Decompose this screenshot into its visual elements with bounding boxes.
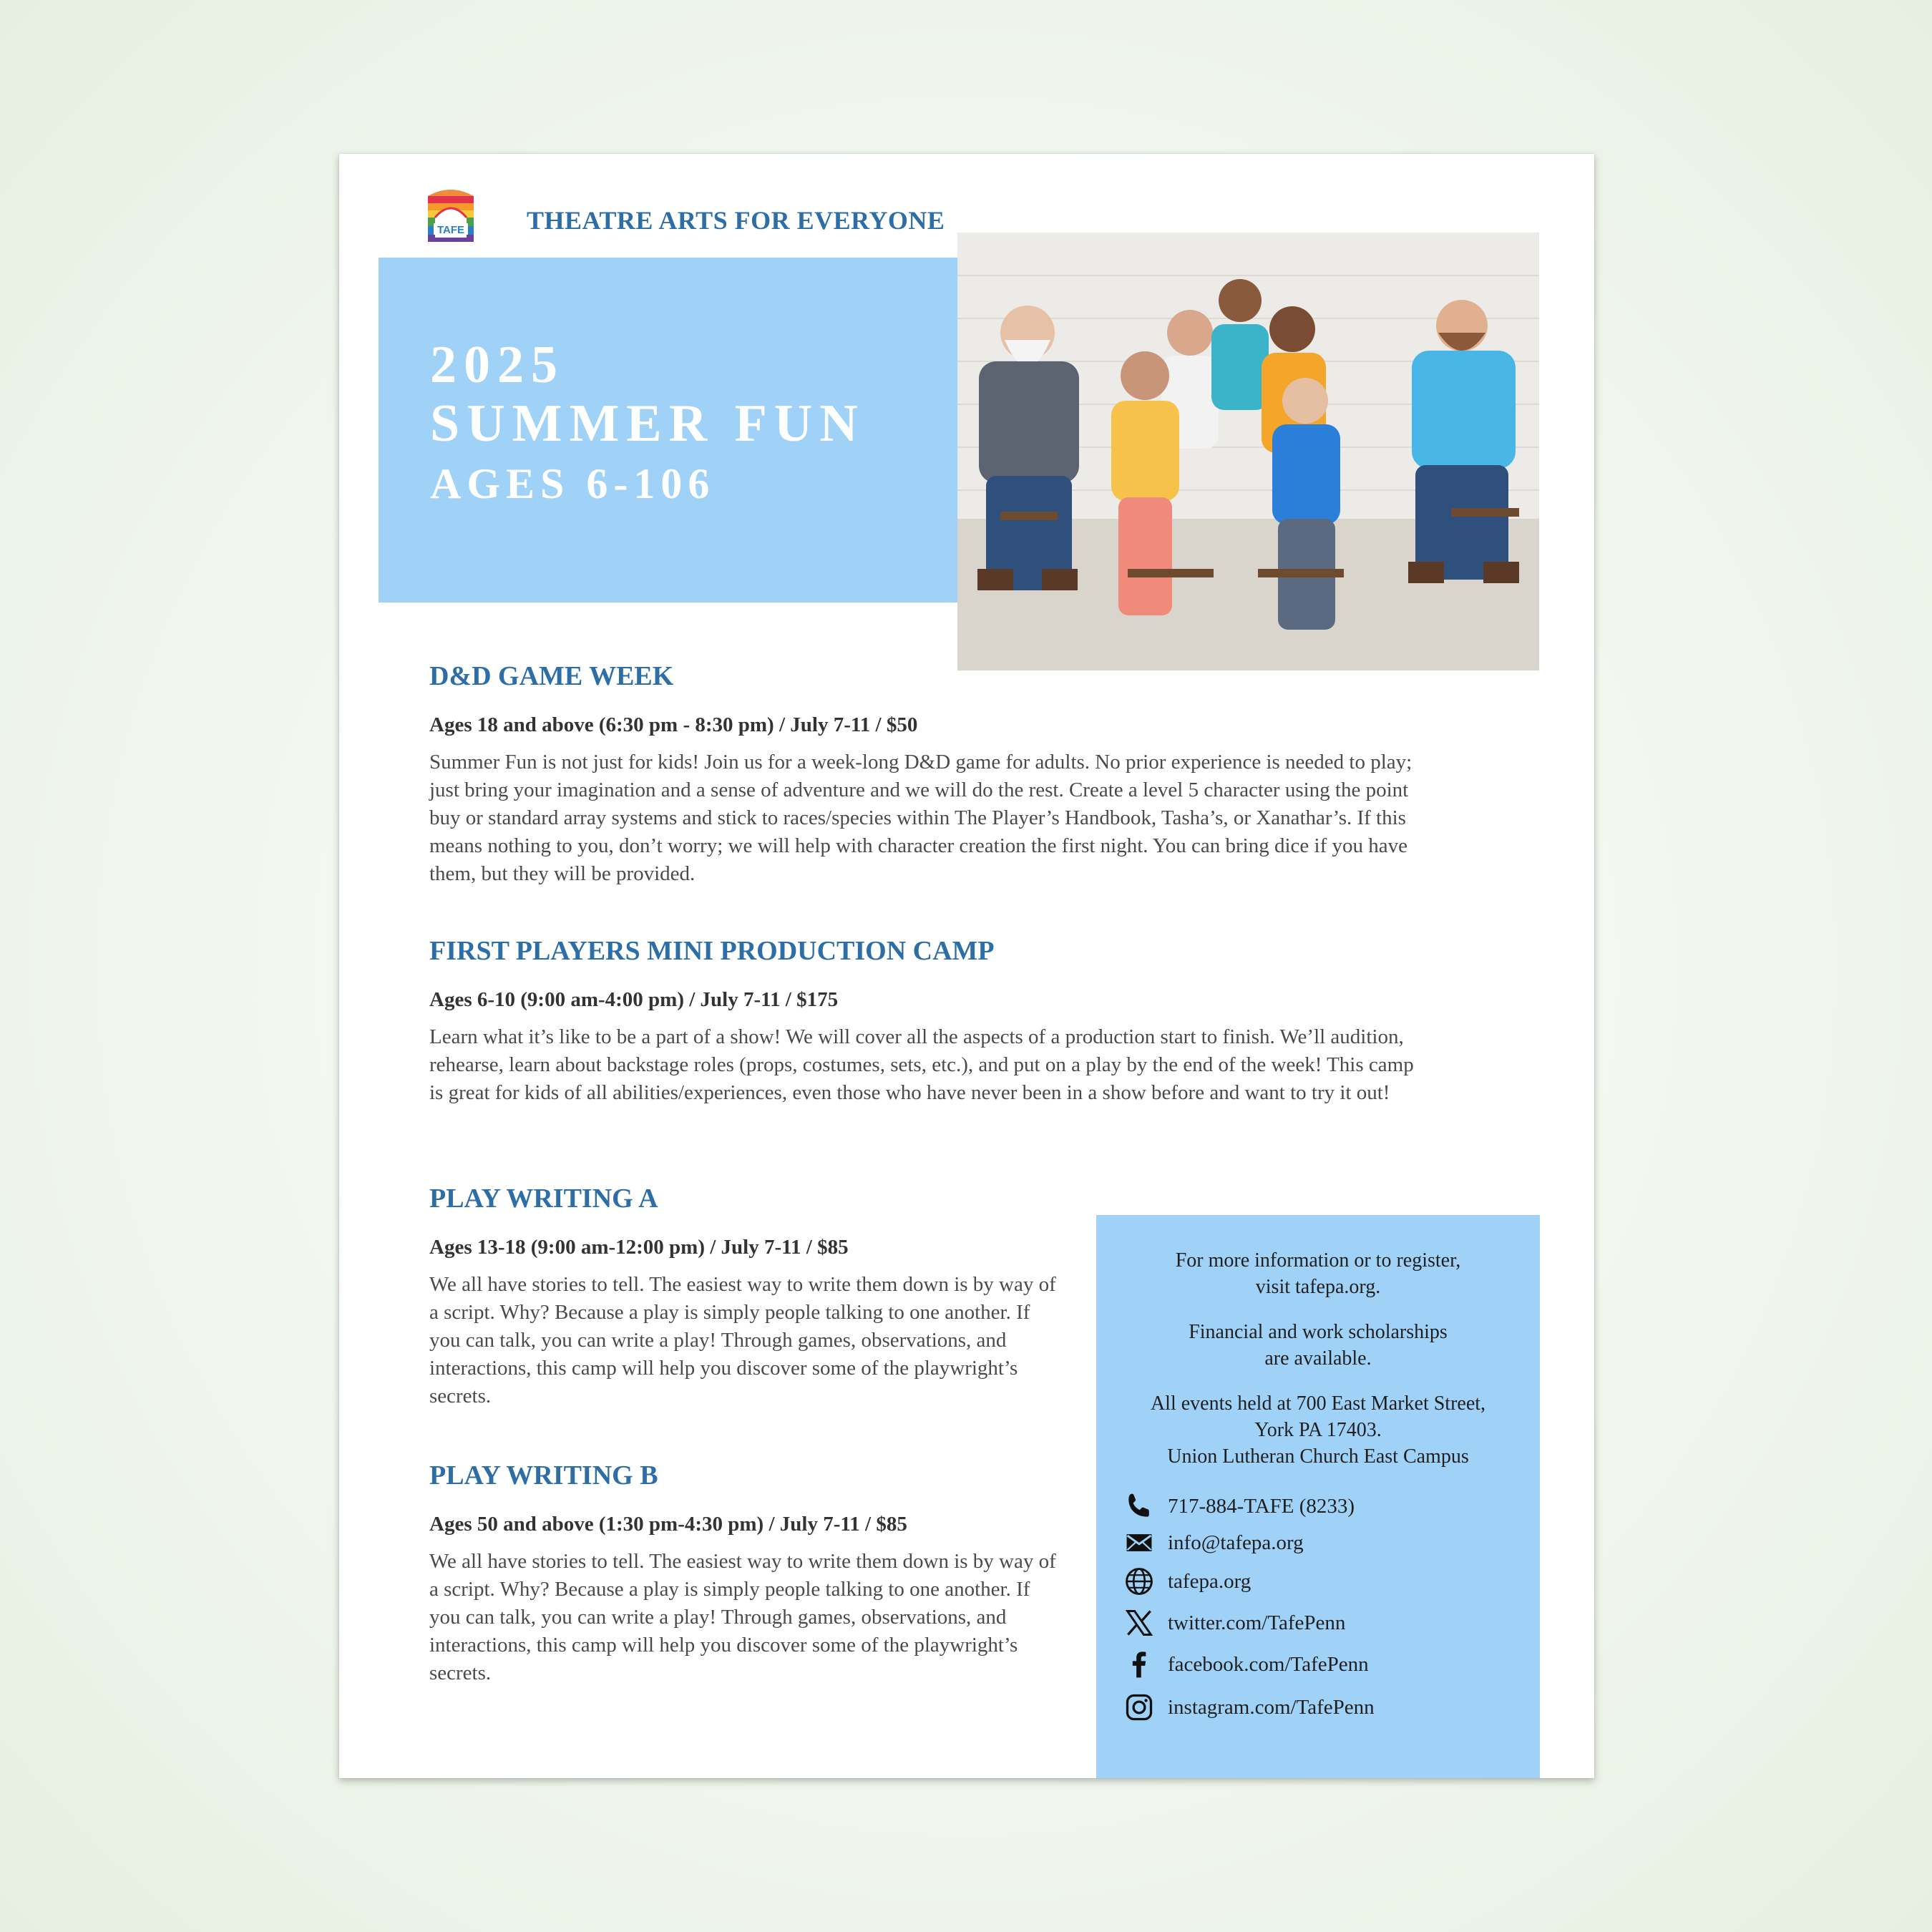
section-title: D&D GAME WEEK bbox=[429, 661, 674, 691]
section-title: PLAY WRITING A bbox=[429, 1184, 658, 1214]
contact-twitter[interactable] bbox=[1123, 1606, 1345, 1640]
section-play-writing-a bbox=[429, 1183, 1059, 1410]
section-description: Summer Fun is not just for kids! Join us for a week-long D&D game for adults. No prior experience is needed to play; just bring your imagination and a sense of adventure and we will do the rest. Create a level 5 character using the point buy or standard array systems and stick to races/species within The Player’s Handbook, Tasha’s, or Xanathar’s. If this means nothing to you, don’t worry; we will help with character creation the first night. You can bring dice if you have them, but they will be provided. bbox=[429, 751, 1413, 885]
contact-text: 717-884-TAFE (8233) bbox=[1168, 1494, 1355, 1518]
contact-text: info@tafepa.org bbox=[1168, 1531, 1304, 1554]
contact-facebook[interactable] bbox=[1123, 1647, 1369, 1682]
register-info: For more information or to register, bbox=[1175, 1249, 1461, 1272]
flyer-page bbox=[339, 154, 1594, 1778]
group-photo bbox=[957, 233, 1539, 670]
hero-title: SUMMER FUN bbox=[430, 394, 865, 453]
contact-text: twitter.com/TafePenn bbox=[1168, 1611, 1346, 1634]
hero-year: 2025 bbox=[430, 336, 565, 394]
section-details: Ages 6-10 (9:00 am-4:00 pm) / July 7-11 / $175 bbox=[429, 988, 839, 1011]
scholarship-info: are available. bbox=[1264, 1347, 1372, 1370]
section-description: We all have stories to tell. The easiest way to write them down is by way of a script. Why? Because a play is simply people talking to one another. If you can talk, you can write a play! Through games, observations, and interactions, this camp will help you discover some of the playwright’s secrets. bbox=[429, 1273, 1056, 1407]
instagram-icon bbox=[1123, 1692, 1155, 1723]
address-info: All events held at 700 East Market Street, bbox=[1150, 1392, 1486, 1415]
section-description: Learn what it’s like to be a part of a show! We will cover all the aspects of a production start to finish. We’ll audition, rehearse, learn about backstage roles (props, costumes, sets, etc.), and put on a play by the end of the week! This camp is great for kids of all abilities/experiences, even those who have never been in a show before and want to try it out! bbox=[429, 1025, 1414, 1104]
svg-text:TAFE: TAFE bbox=[436, 224, 465, 236]
section-title: FIRST PLAYERS MINI PRODUCTION CAMP bbox=[429, 936, 995, 966]
hero-banner bbox=[379, 258, 960, 602]
tafe-logo bbox=[425, 186, 477, 242]
section-details: Ages 50 and above (1:30 pm-4:30 pm) / July 7-11 / $85 bbox=[429, 1513, 907, 1536]
organization-name: THEATRE ARTS FOR EVERYONE bbox=[527, 206, 945, 235]
address-info: Union Lutheran Church East Campus bbox=[1167, 1445, 1469, 1468]
section-play-writing-b bbox=[429, 1460, 1059, 1687]
register-info: visit tafepa.org. bbox=[1255, 1276, 1381, 1298]
x-twitter-icon bbox=[1123, 1607, 1155, 1639]
facebook-icon bbox=[1123, 1649, 1155, 1680]
address-info: York PA 17403. bbox=[1254, 1419, 1382, 1441]
contact-text: tafepa.org bbox=[1168, 1569, 1252, 1593]
section-first-players-camp bbox=[429, 935, 1424, 1107]
phone-icon bbox=[1123, 1491, 1155, 1522]
hero-ages: AGES 6-106 bbox=[430, 460, 716, 507]
info-panel bbox=[1096, 1215, 1540, 1778]
section-dnd-game-week bbox=[429, 660, 1424, 888]
section-details: Ages 13-18 (9:00 am-12:00 pm) / July 7-11 / $85 bbox=[429, 1236, 849, 1259]
globe-icon bbox=[1123, 1566, 1155, 1597]
scholarship-info: Financial and work scholarships bbox=[1189, 1321, 1448, 1343]
mail-icon bbox=[1123, 1527, 1155, 1558]
contact-phone[interactable] bbox=[1123, 1489, 1355, 1523]
contact-website[interactable] bbox=[1123, 1564, 1251, 1599]
contact-email[interactable] bbox=[1123, 1526, 1304, 1560]
contact-text: instagram.com/TafePenn bbox=[1168, 1695, 1375, 1719]
section-description: We all have stories to tell. The easiest way to write them down is by way of a script. Why? Because a play is simply people talking to one another. If you can talk, you can write a play! Through games, observations, and interactions, this camp will help you discover some of the playwright’s secrets. bbox=[429, 1550, 1056, 1684]
section-details: Ages 18 and above (6:30 pm - 8:30 pm) / July 7-11 / $50 bbox=[429, 713, 918, 736]
contact-text: facebook.com/TafePenn bbox=[1168, 1652, 1369, 1676]
contact-instagram[interactable] bbox=[1123, 1690, 1375, 1724]
section-title: PLAY WRITING B bbox=[429, 1460, 658, 1491]
